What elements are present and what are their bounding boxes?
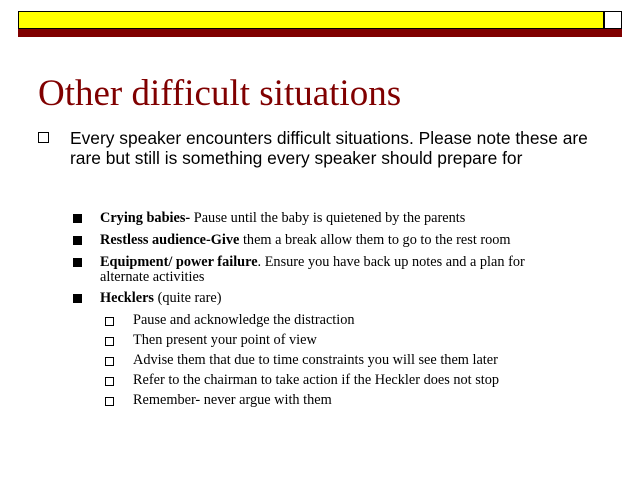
list-item-equipment-failure-continued: alternate activities (100, 269, 205, 285)
sub-item: Refer to the chairman to take action if the Heckler does not stop (133, 372, 500, 388)
list-item-equipment-failure: Equipment/ power failure. Ensure you have back up notes and a plan for (100, 254, 525, 270)
hollow-square-bullet-icon (105, 357, 114, 366)
sub-item: Pause and acknowledge the distraction (133, 312, 355, 328)
hollow-square-bullet-icon (105, 377, 114, 386)
sub-item: Remember- never argue with them (133, 392, 332, 408)
list-item-hecklers: Hecklers (quite rare) (100, 290, 222, 306)
hollow-square-bullet-icon (105, 317, 114, 326)
slide-title: Other difficult situations (38, 73, 402, 114)
sub-item: Then present your point of view (133, 332, 317, 348)
hollow-square-bullet-icon (105, 337, 114, 346)
hollow-square-bullet-icon (105, 397, 114, 406)
header-maroon-bar (18, 29, 622, 37)
list-item-restless-audience: Restless audience-Give them a break allow them to go to the rest room (100, 232, 511, 248)
bullet-square-icon (38, 132, 49, 143)
header-square (604, 11, 622, 29)
filled-square-bullet-icon (73, 294, 82, 303)
intro-text: Every speaker encounters difficult situations. Please note these are rare but still is something every speaker should prepare for (70, 128, 588, 168)
list-item-crying-babies: Crying babies- Pause until the baby is quietened by the parents (100, 210, 466, 226)
filled-square-bullet-icon (73, 236, 82, 245)
sub-item: Advise them that due to time constraints you will see them later (133, 352, 498, 368)
filled-square-bullet-icon (73, 214, 82, 223)
header-yellow-bar (18, 11, 604, 29)
filled-square-bullet-icon (73, 258, 82, 267)
